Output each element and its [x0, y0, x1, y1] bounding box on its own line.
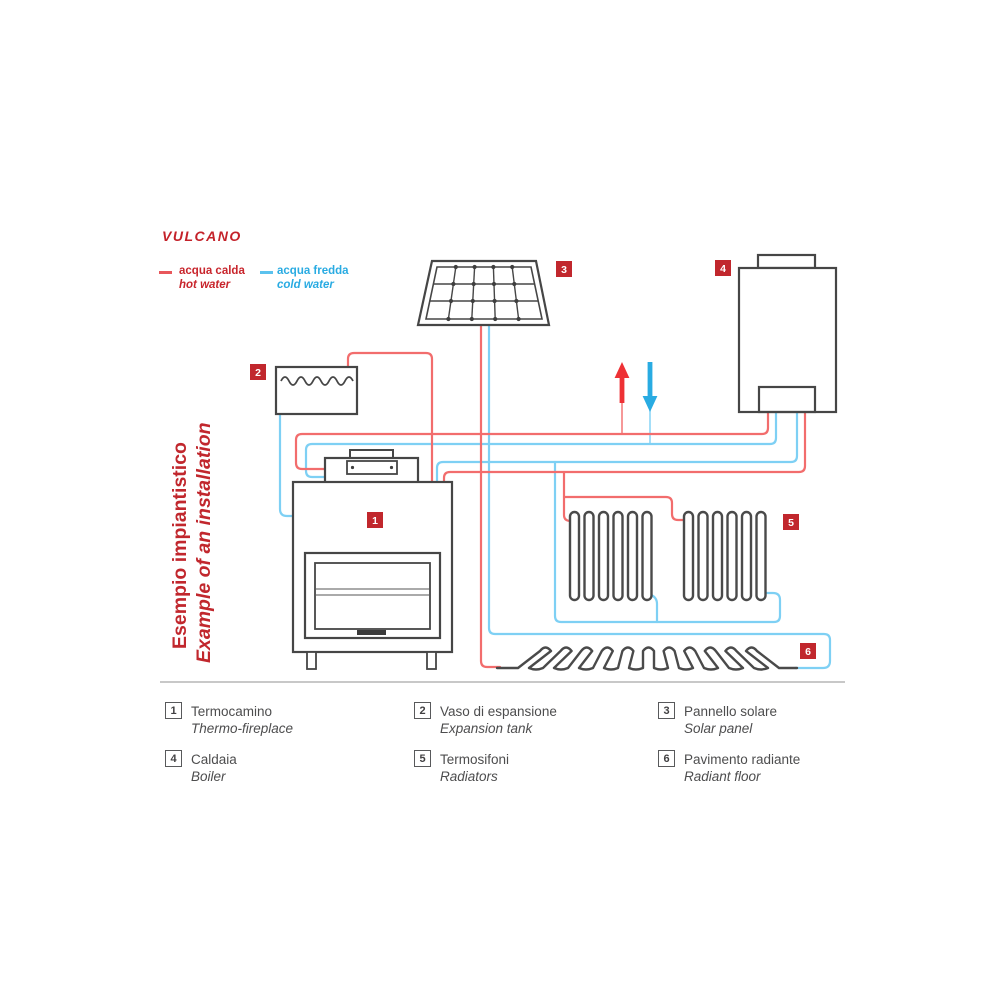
cold-water-line-sample [260, 271, 273, 274]
legend-item-caldaia [165, 750, 237, 785]
side-title-en: Example of an installation [193, 422, 215, 663]
legend-number-box: 5 [414, 750, 431, 767]
boiler [739, 255, 836, 412]
component-legend [165, 702, 855, 798]
legend-number-box: 3 [658, 702, 675, 719]
legend-label-it: Pannello solare [684, 704, 778, 719]
hot-water-line-sample [159, 271, 172, 274]
marker-4 [715, 260, 731, 276]
legend-label-en: Boiler [191, 769, 226, 784]
legend-item-pavimento-radiante [658, 750, 800, 785]
cold-water-label [277, 264, 349, 292]
expansion-tank [276, 367, 357, 414]
radiators [570, 512, 766, 600]
radiator-2 [684, 512, 766, 600]
fireplace-leg [427, 652, 436, 669]
legend-label-en: Expansion tank [440, 721, 533, 736]
radiant-floor-coil [497, 648, 797, 670]
legend-label-it: Termocamino [191, 704, 273, 719]
cold-water-label-en: cold water [277, 279, 334, 291]
legend-item-termocamino [165, 702, 293, 737]
legend-item-vaso-espansione [414, 702, 557, 737]
marker-6 [800, 643, 816, 659]
hot-flow-arrow [615, 362, 630, 403]
legend-label-it: Pavimento radiante [684, 752, 801, 767]
legend-item-pannello-solare [658, 702, 777, 737]
svg-text:6: 6 [805, 646, 811, 658]
legend-label-it: Termosifoni [440, 752, 510, 767]
svg-text:5: 5 [788, 517, 794, 529]
hot-water-label-it: acqua calda [179, 265, 245, 277]
legend-number-box: 1 [165, 702, 182, 719]
marker-3 [556, 261, 572, 277]
radiator-1 [570, 512, 652, 600]
brand-logo: VULCANO [162, 228, 242, 244]
svg-text:2: 2 [255, 367, 261, 379]
hot-water-label-en: hot water [179, 279, 231, 291]
legend-label-en: Radiant floor [684, 769, 761, 784]
marker-1 [367, 512, 383, 528]
legend-label-en: Solar panel [684, 721, 753, 736]
hot-water-label [179, 264, 245, 292]
svg-text:3: 3 [561, 264, 567, 276]
side-title-it: Esempio impiantistico [169, 442, 191, 649]
legend-label-en: Thermo-fireplace [191, 721, 294, 736]
legend-number-box: 4 [165, 750, 182, 767]
solar-panel [418, 261, 549, 325]
cold-water-label-it: acqua fredda [277, 265, 349, 277]
legend-number-box: 6 [658, 750, 675, 767]
marker-2 [250, 364, 266, 380]
svg-text:1: 1 [372, 515, 378, 527]
legend-item-termosifoni [414, 750, 509, 785]
legend-label-it: Vaso di espansione [440, 704, 557, 719]
svg-text:4: 4 [720, 263, 726, 275]
cold-flow-arrow [643, 362, 658, 412]
fireplace-leg [307, 652, 316, 669]
legend-label-it: Caldaia [191, 752, 237, 767]
legend-number-box: 2 [414, 702, 431, 719]
legend-label-en: Radiators [440, 769, 498, 784]
marker-5 [783, 514, 799, 530]
thermo-fireplace [293, 450, 452, 669]
door-handle [357, 630, 386, 635]
side-title [169, 422, 215, 663]
